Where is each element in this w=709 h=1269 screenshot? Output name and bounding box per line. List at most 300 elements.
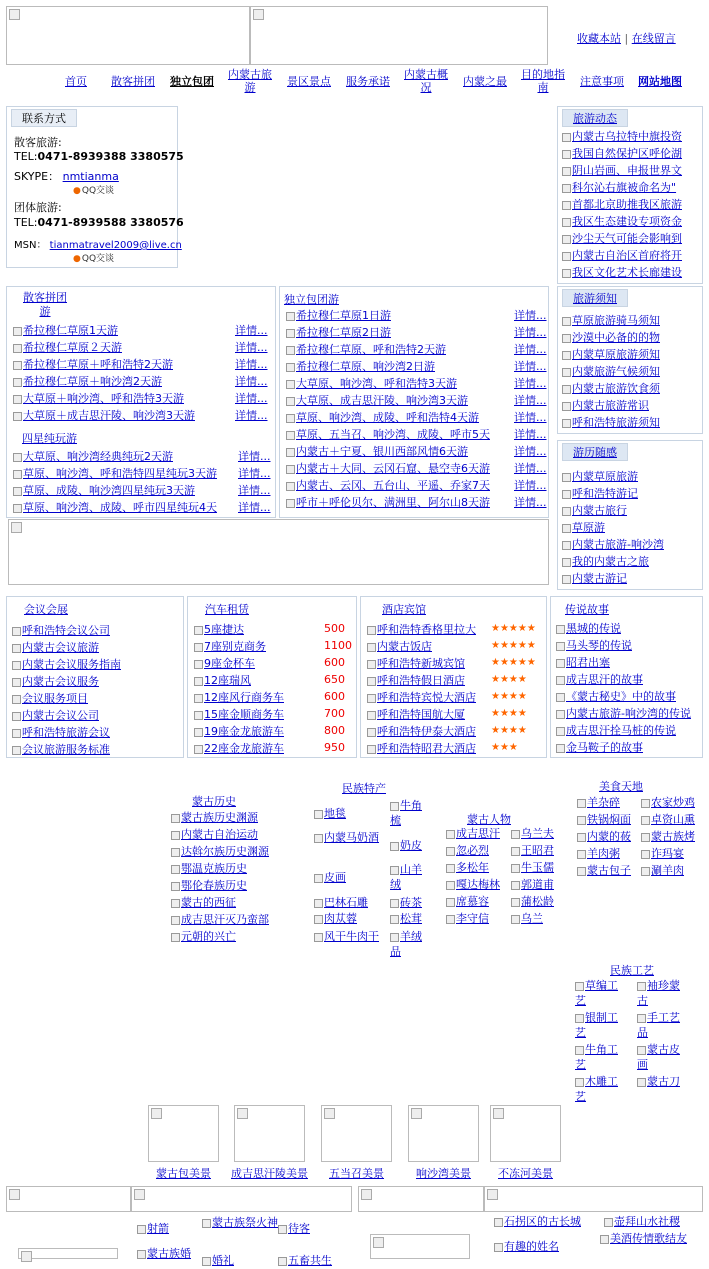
- link-text[interactable]: 黑城的传说: [566, 622, 621, 635]
- gallery-image[interactable]: [321, 1105, 392, 1162]
- link-text[interactable]: 呼和浩特旅游会议: [22, 726, 110, 739]
- nav-sitemap[interactable]: 网站地图: [638, 75, 682, 88]
- specialty-item[interactable]: [390, 929, 430, 959]
- link-text[interactable]: 内蒙古自治运动: [181, 828, 258, 841]
- link-text[interactable]: 内蒙古会议旅游: [22, 641, 99, 654]
- private-tour-item[interactable]: [286, 359, 511, 375]
- private-tour-title[interactable]: 独立包团游: [284, 293, 339, 306]
- bottom-story-item[interactable]: [600, 1231, 703, 1246]
- link-text[interactable]: 希拉穆仁草原、呼和浩特2天游: [296, 343, 446, 356]
- more-link[interactable]: 详情...: [514, 428, 547, 441]
- meeting-item[interactable]: [12, 623, 180, 639]
- private-tour-item[interactable]: [286, 410, 511, 426]
- link-text[interactable]: 希拉穆仁草原＋响沙湾2天游: [23, 375, 162, 388]
- notice-item[interactable]: [562, 347, 700, 363]
- bottom-culture-item[interactable]: [202, 1215, 278, 1231]
- hotel-item[interactable]: [367, 673, 485, 689]
- car-item[interactable]: [194, 707, 304, 723]
- link-text[interactable]: 成吉思汗灭乃蛮部: [181, 913, 269, 926]
- group-tour-title[interactable]: [15, 291, 75, 319]
- four-star-title[interactable]: 四星纯玩游: [22, 432, 77, 445]
- qq-chat-button[interactable]: ● QQ交谈: [73, 183, 114, 196]
- link-text[interactable]: 鄂温克族历史: [181, 862, 247, 875]
- more-link[interactable]: 详情...: [235, 392, 268, 405]
- link-text[interactable]: 希拉穆仁草原＋呼和浩特2天游: [23, 358, 173, 371]
- gallery-image[interactable]: [408, 1105, 479, 1162]
- link-text[interactable]: 希拉穆仁草原1天游: [23, 324, 118, 337]
- specialty-item[interactable]: [390, 838, 430, 853]
- more-link[interactable]: 详情...: [514, 326, 547, 339]
- link-text[interactable]: 草原、五当召、响沙湾、成陵、呼市5天: [296, 428, 490, 441]
- more-link[interactable]: 详情...: [514, 377, 547, 390]
- link-text[interactable]: 内蒙古乌拉特中旗投资: [572, 130, 682, 143]
- link-text[interactable]: 松茸: [400, 912, 422, 925]
- link-text[interactable]: 风干牛肉干: [324, 930, 379, 943]
- craft-item[interactable]: [575, 1042, 625, 1072]
- hotel-item[interactable]: [367, 690, 485, 706]
- link-text[interactable]: 内蒙古＋宁夏、银川西部风情6天游: [296, 445, 468, 458]
- link-text[interactable]: 席慕容: [456, 895, 489, 908]
- link-text[interactable]: 羊肉粥: [587, 847, 620, 860]
- link-text[interactable]: 15座金顺商务车: [204, 708, 284, 721]
- link-text[interactable]: 木雕工艺: [575, 1075, 618, 1103]
- hotel-item[interactable]: [367, 639, 485, 655]
- link-text[interactable]: 呼和浩特宾悦大酒店: [377, 691, 476, 704]
- link-text[interactable]: 山羊绒: [390, 863, 422, 891]
- food-item[interactable]: [577, 812, 639, 828]
- gallery-image[interactable]: [148, 1105, 219, 1162]
- meeting-item[interactable]: [12, 691, 180, 707]
- specialty-title[interactable]: 民族特产: [342, 782, 386, 795]
- more-link[interactable]: 详情...: [238, 501, 271, 514]
- private-tour-item[interactable]: [286, 308, 511, 324]
- essay-item[interactable]: [562, 520, 700, 536]
- link-text[interactable]: 内蒙古旅行: [572, 504, 627, 517]
- link-text[interactable]: 呼和浩特游记: [572, 487, 638, 500]
- link-text[interactable]: 草编工艺: [575, 979, 618, 1007]
- more-link[interactable]: 详情...: [514, 462, 547, 475]
- link-text[interactable]: 呼和浩特假日酒店: [377, 674, 465, 687]
- more-link[interactable]: 详情...: [235, 409, 268, 422]
- legend-item[interactable]: [556, 638, 702, 654]
- food-item[interactable]: [641, 829, 703, 845]
- news-title[interactable]: 旅游动态: [562, 109, 628, 127]
- link-text[interactable]: 呼和浩特昭君大酒店: [377, 742, 476, 755]
- car-item[interactable]: [194, 639, 304, 655]
- link-text[interactable]: 《蒙古秘史》中的故事: [566, 690, 676, 703]
- link-text[interactable]: 5座捷达: [204, 623, 244, 636]
- link-text[interactable]: 牛角梳: [390, 799, 422, 827]
- legend-item[interactable]: [556, 706, 702, 722]
- food-item[interactable]: [641, 812, 703, 828]
- link-text[interactable]: 希拉穆仁草原、响沙湾2日游: [296, 360, 435, 373]
- link-text[interactable]: 蒙古族烤: [651, 830, 695, 843]
- link-text[interactable]: 呼和浩特旅游须知: [572, 416, 660, 429]
- people-item[interactable]: [511, 894, 561, 910]
- nav-home[interactable]: 首页: [65, 75, 87, 88]
- link-text[interactable]: 首都北京助推我区旅游: [572, 198, 682, 211]
- link-text[interactable]: 成吉思汗拴马桩的传说: [566, 724, 676, 737]
- notice-title[interactable]: 旅游须知: [562, 289, 628, 307]
- link-text[interactable]: 牛玉儒: [521, 861, 554, 874]
- specialty-item[interactable]: [314, 870, 384, 885]
- link-text[interactable]: 呼和浩特新城宾馆: [377, 657, 465, 670]
- link-text[interactable]: 铁锅焖面: [587, 813, 631, 826]
- link-text[interactable]: 大草原＋成吉思汗陵、响沙湾3天游: [23, 409, 195, 422]
- more-link[interactable]: 详情...: [514, 394, 547, 407]
- link-text[interactable]: 内蒙草原旅游须知: [572, 348, 660, 361]
- link-text[interactable]: 袖珍蒙古: [637, 979, 680, 1007]
- car-title[interactable]: 汽车租赁: [205, 603, 249, 616]
- bottom-culture-item[interactable]: [278, 1221, 338, 1237]
- link-text[interactable]: 鄂伦春族历史: [181, 879, 247, 892]
- link-text[interactable]: 乌兰: [521, 912, 543, 925]
- gallery-caption[interactable]: 响沙湾美景: [416, 1167, 471, 1180]
- link-text[interactable]: 内蒙古、云冈、五台山、平遥、乔家7天: [296, 479, 490, 492]
- more-link[interactable]: 详情...: [238, 467, 271, 480]
- essay-title[interactable]: 游历随感: [562, 443, 628, 461]
- link-text[interactable]: 大草原、响沙湾、呼和浩特3天游: [296, 377, 457, 390]
- news-item[interactable]: [562, 180, 700, 196]
- meeting-item[interactable]: [12, 742, 180, 758]
- nav-destination-guide[interactable]: 目的地指南: [521, 68, 565, 94]
- car-item[interactable]: [194, 724, 304, 740]
- specialty-item[interactable]: [390, 911, 430, 926]
- people-item[interactable]: [511, 860, 561, 876]
- hotel-item[interactable]: [367, 622, 485, 638]
- gallery-caption[interactable]: 蒙古包美景: [156, 1167, 211, 1180]
- craft-item[interactable]: [637, 978, 687, 1008]
- notice-item[interactable]: [562, 364, 700, 380]
- link-text[interactable]: 呼和浩特香格里拉大: [377, 623, 476, 636]
- nav-inner-mongolia-tour[interactable]: 内蒙古旅游: [228, 68, 272, 94]
- bottom-culture-item[interactable]: [278, 1253, 338, 1269]
- link-text[interactable]: 内蒙古会议服务: [22, 675, 99, 688]
- history-item[interactable]: [171, 878, 311, 894]
- essay-item[interactable]: [562, 571, 700, 587]
- news-item[interactable]: [562, 214, 700, 230]
- link-text[interactable]: 19座金龙旅游车: [204, 725, 284, 738]
- link-text[interactable]: 成吉思汗的故事: [566, 673, 643, 686]
- private-tour-item[interactable]: [286, 393, 511, 409]
- people-title[interactable]: 蒙古人物: [467, 813, 511, 826]
- essay-item[interactable]: [562, 554, 700, 570]
- link-text[interactable]: 呼和浩特国航大厦: [377, 708, 465, 721]
- link-text[interactable]: 蒙古族婚: [147, 1247, 191, 1260]
- people-item[interactable]: [511, 877, 561, 893]
- people-item[interactable]: [511, 843, 561, 859]
- gallery-caption[interactable]: 五当召美景: [329, 1167, 384, 1180]
- people-item[interactable]: [446, 826, 510, 842]
- news-item[interactable]: [562, 129, 700, 145]
- link-text[interactable]: 蒙古的西征: [181, 896, 236, 909]
- link-text[interactable]: 皮画: [324, 871, 346, 884]
- link-text[interactable]: 肉苁蓉: [324, 912, 357, 925]
- four-star-item[interactable]: [13, 500, 235, 516]
- link-text[interactable]: 忽必烈: [456, 844, 489, 857]
- link-text[interactable]: 会议服务项目: [22, 692, 88, 705]
- link-text[interactable]: 内蒙古旅游常识: [572, 399, 649, 412]
- news-item[interactable]: [562, 265, 700, 281]
- bottom-culture-item[interactable]: [137, 1221, 197, 1237]
- link-text[interactable]: 金马鞍子的故事: [566, 741, 643, 754]
- link-text[interactable]: 砖茶: [400, 896, 422, 909]
- more-link[interactable]: 详情...: [235, 375, 268, 388]
- bottom-culture-item[interactable]: [202, 1253, 262, 1269]
- people-item[interactable]: [511, 826, 561, 842]
- specialty-item[interactable]: [314, 895, 384, 910]
- link-text[interactable]: 元朝的兴亡: [181, 930, 236, 943]
- specialty-item[interactable]: [390, 895, 430, 910]
- link-text[interactable]: 草原游: [572, 521, 605, 534]
- private-tour-item[interactable]: [286, 444, 511, 460]
- car-item[interactable]: [194, 690, 304, 706]
- meeting-item[interactable]: [12, 725, 180, 741]
- link-text[interactable]: 羊绒品: [390, 930, 422, 958]
- food-title[interactable]: 美食天地: [599, 780, 643, 793]
- nav-best-of[interactable]: 内蒙之最: [463, 75, 507, 88]
- history-item[interactable]: [171, 912, 311, 928]
- private-tour-item[interactable]: [286, 495, 511, 511]
- msn-link[interactable]: tianmatravel2009@live.cn: [49, 240, 182, 251]
- essay-item[interactable]: [562, 503, 700, 519]
- link-text[interactable]: 我的内蒙古之旅: [572, 555, 649, 568]
- bottom-story-item[interactable]: [494, 1239, 599, 1255]
- notice-item[interactable]: [562, 313, 700, 329]
- people-item[interactable]: [446, 860, 510, 876]
- link-text[interactable]: 12座瑞风: [204, 674, 251, 687]
- link-text[interactable]: 我区文化艺术长廊建设: [572, 266, 682, 279]
- hotel-item[interactable]: [367, 656, 485, 672]
- hotel-item[interactable]: [367, 724, 485, 740]
- legend-item[interactable]: [556, 655, 702, 671]
- link-text[interactable]: 诈玛宴: [651, 847, 684, 860]
- meeting-item[interactable]: [12, 708, 180, 724]
- more-link[interactable]: 详情...: [514, 445, 547, 458]
- hotel-item[interactable]: [367, 707, 485, 723]
- link-text[interactable]: 五畜共生: [288, 1254, 332, 1267]
- link-text[interactable]: 农家炒鸡: [651, 796, 695, 809]
- group-tour-item[interactable]: [13, 374, 231, 390]
- gallery-caption[interactable]: 成吉思汗陵美景: [231, 1167, 308, 1180]
- gallery-caption[interactable]: 不冻河美景: [498, 1167, 553, 1180]
- craft-item[interactable]: [575, 978, 625, 1008]
- people-item[interactable]: [446, 843, 510, 859]
- car-item[interactable]: [194, 656, 304, 672]
- nav-private-tour[interactable]: 独立包团: [170, 75, 214, 88]
- link-text[interactable]: 希拉穆仁草原2日游: [296, 326, 391, 339]
- link-text[interactable]: 银制工艺: [575, 1011, 618, 1039]
- more-link[interactable]: 详情...: [238, 484, 271, 497]
- link-text[interactable]: 草原、响沙湾、成陵、呼和浩特4天游: [296, 411, 479, 424]
- link-text[interactable]: 内蒙古会议公司: [22, 709, 99, 722]
- legend-title[interactable]: 传说故事: [565, 603, 609, 616]
- essay-item[interactable]: [562, 537, 700, 553]
- link-text[interactable]: 地毯: [324, 807, 346, 820]
- notice-item[interactable]: [562, 381, 700, 397]
- food-item[interactable]: [641, 846, 703, 862]
- link-text[interactable]: 手工艺品: [637, 1011, 680, 1039]
- private-tour-item[interactable]: [286, 478, 511, 494]
- specialty-item[interactable]: [390, 798, 430, 828]
- link-text[interactable]: 呼市＋呼伦贝尔、满洲里、阿尔山8天游: [296, 496, 490, 509]
- specialty-item[interactable]: [314, 929, 384, 944]
- history-item[interactable]: [171, 929, 311, 945]
- craft-item[interactable]: [575, 1010, 625, 1040]
- food-item[interactable]: [577, 829, 639, 845]
- bottom-story-item[interactable]: [604, 1214, 709, 1230]
- craft-item[interactable]: [575, 1074, 625, 1104]
- link-text[interactable]: 内蒙古旅游-响沙湾的传说: [566, 707, 691, 720]
- meeting-item[interactable]: [12, 640, 180, 656]
- link-text[interactable]: 奶皮: [400, 839, 422, 852]
- link-text[interactable]: 昭君出塞: [566, 656, 610, 669]
- people-item[interactable]: [446, 877, 510, 893]
- link-text[interactable]: 王昭君: [521, 844, 554, 857]
- link-text[interactable]: 蒙古族祭火神: [212, 1216, 278, 1229]
- link-text[interactable]: 内蒙马奶酒: [324, 831, 379, 844]
- link-text[interactable]: 希拉穆仁草原1日游: [296, 309, 391, 322]
- link-text[interactable]: 大草原、成吉思汗陵、响沙湾3天游: [296, 394, 468, 407]
- history-item[interactable]: [171, 810, 311, 826]
- meeting-item[interactable]: [12, 674, 180, 690]
- link-text[interactable]: 希拉穆仁草原２天游: [23, 341, 122, 354]
- link-text[interactable]: 沙尘天气可能会影响到: [572, 232, 682, 245]
- nav-scenic-spots[interactable]: 景区景点: [287, 75, 331, 88]
- link-text[interactable]: 蒲松龄: [521, 895, 554, 908]
- link-text[interactable]: 李守信: [456, 912, 489, 925]
- group-tour-item[interactable]: [13, 408, 231, 424]
- link-text[interactable]: 内蒙古旅游饮食须: [572, 382, 660, 395]
- link-text[interactable]: 卓资山熏: [651, 813, 695, 826]
- essay-item[interactable]: [562, 469, 700, 485]
- more-link[interactable]: 详情...: [514, 360, 547, 373]
- history-item[interactable]: [171, 827, 311, 843]
- legend-item[interactable]: [556, 723, 702, 739]
- link-text[interactable]: 内蒙古自治区首府将开: [572, 249, 682, 262]
- notice-item[interactable]: [562, 330, 700, 346]
- link-text[interactable]: 多松年: [456, 861, 489, 874]
- gallery-image[interactable]: [234, 1105, 305, 1162]
- group-tour-item[interactable]: [13, 340, 231, 356]
- specialty-item[interactable]: [314, 830, 384, 845]
- link-text[interactable]: 会议旅游服务标准: [22, 743, 110, 756]
- link-text[interactable]: 内蒙古饭店: [377, 640, 432, 653]
- link-text[interactable]: 内蒙的莜: [587, 830, 631, 843]
- link-text[interactable]: 射箭: [147, 1222, 169, 1235]
- four-star-item[interactable]: [13, 466, 235, 482]
- food-item[interactable]: [577, 846, 639, 862]
- group-tour-item[interactable]: [13, 391, 231, 407]
- more-link[interactable]: 详情...: [514, 496, 547, 509]
- private-tour-item[interactable]: [286, 325, 511, 341]
- link-text[interactable]: 蒙古皮画: [637, 1043, 680, 1071]
- link-text[interactable]: 我国自然保护区呼伦湖: [572, 147, 682, 160]
- people-item[interactable]: [446, 911, 510, 927]
- link-text[interactable]: 有趣的姓名: [504, 1240, 559, 1253]
- link-text[interactable]: 大草原、响沙湾经典纯玩2天游: [23, 450, 173, 463]
- link-text[interactable]: 羊杂碎: [587, 796, 620, 809]
- private-tour-item[interactable]: [286, 427, 511, 443]
- private-tour-item[interactable]: [286, 342, 511, 358]
- link-text[interactable]: 12座风行商务车: [204, 691, 284, 704]
- bottom-story-item[interactable]: [494, 1214, 599, 1230]
- more-link[interactable]: 详情...: [514, 309, 547, 322]
- news-item[interactable]: [562, 197, 700, 213]
- link-text[interactable]: 内蒙古会议服务指南: [22, 658, 121, 671]
- link-text[interactable]: 马头琴的传说: [566, 639, 632, 652]
- link-text[interactable]: 呼和浩特会议公司: [22, 624, 110, 637]
- link-text[interactable]: 蒙古刀: [647, 1075, 680, 1088]
- link-text[interactable]: 达斡尔族历史渊源: [181, 845, 269, 858]
- craft-item[interactable]: [637, 1010, 687, 1040]
- link-text[interactable]: 7座别克商务: [204, 640, 266, 653]
- group-tour-item[interactable]: [13, 323, 231, 339]
- link-text[interactable]: 9座金杯车: [204, 657, 255, 670]
- link-text[interactable]: 蒙古包子: [587, 864, 631, 877]
- link-text[interactable]: 我区生态建设专项资金: [572, 215, 682, 228]
- link-text[interactable]: 阴山岩画、申报世界文: [572, 164, 682, 177]
- group-tour-item[interactable]: [13, 357, 231, 373]
- private-tour-item[interactable]: [286, 461, 511, 477]
- nav-service-promise[interactable]: 服务承诺: [346, 75, 390, 88]
- food-item[interactable]: [577, 863, 639, 879]
- link-text[interactable]: 科尔沁右旗被命名为": [572, 181, 677, 194]
- link-text[interactable]: 壶拜山水社稷: [614, 1215, 680, 1228]
- more-link[interactable]: 详情...: [235, 358, 268, 371]
- history-title[interactable]: 蒙古历史: [192, 795, 236, 808]
- news-item[interactable]: [562, 248, 700, 264]
- news-item[interactable]: [562, 163, 700, 179]
- link-text[interactable]: 内蒙古游记: [572, 572, 627, 585]
- essay-item[interactable]: [562, 486, 700, 502]
- history-item[interactable]: [171, 844, 311, 860]
- link-text[interactable]: 巴林石雕: [324, 896, 368, 909]
- link-text[interactable]: 内蒙古旅游-响沙湾: [572, 538, 664, 551]
- link-text[interactable]: 草原、成陵、响沙湾四星纯玩3天游: [23, 484, 195, 497]
- more-link[interactable]: 详情...: [235, 324, 268, 337]
- car-item[interactable]: [194, 741, 304, 757]
- legend-item[interactable]: [556, 689, 702, 705]
- link-text[interactable]: 沙漠中必备的的物: [572, 331, 660, 344]
- more-link[interactable]: 详情...: [238, 450, 271, 463]
- gallery-image[interactable]: [490, 1105, 561, 1162]
- nav-overview[interactable]: 内蒙古概况: [404, 68, 448, 94]
- car-item[interactable]: [194, 673, 304, 689]
- meeting-item[interactable]: [12, 657, 180, 673]
- notice-item[interactable]: [562, 398, 700, 414]
- legend-item[interactable]: [556, 621, 702, 637]
- link-text[interactable]: 婚礼: [212, 1254, 234, 1267]
- link-text[interactable]: 草原、响沙湾、呼和浩特四星纯玩3天游: [23, 467, 217, 480]
- link-text[interactable]: 成吉思汗: [456, 827, 500, 840]
- more-link[interactable]: 详情...: [514, 411, 547, 424]
- link-text[interactable]: 内蒙古＋大同、云冈石窟、悬空寺6天游: [296, 462, 490, 475]
- favorite-link[interactable]: 收藏本站: [577, 32, 621, 45]
- news-item[interactable]: [562, 231, 700, 247]
- link-text[interactable]: 石拐区的古长城: [504, 1215, 581, 1228]
- specialty-item[interactable]: [314, 911, 384, 926]
- link-text[interactable]: 郭道甫: [521, 878, 554, 891]
- bottom-culture-item[interactable]: [137, 1246, 197, 1262]
- message-link[interactable]: 在线留言: [631, 32, 676, 45]
- craft-item[interactable]: [637, 1042, 687, 1072]
- hotel-title[interactable]: 酒店宾馆: [382, 603, 426, 616]
- specialty-item[interactable]: [390, 862, 430, 892]
- link-text[interactable]: 呼和浩特伊泰大酒店: [377, 725, 476, 738]
- hotel-item[interactable]: [367, 741, 485, 757]
- link-text[interactable]: 嘎达梅林: [456, 878, 500, 891]
